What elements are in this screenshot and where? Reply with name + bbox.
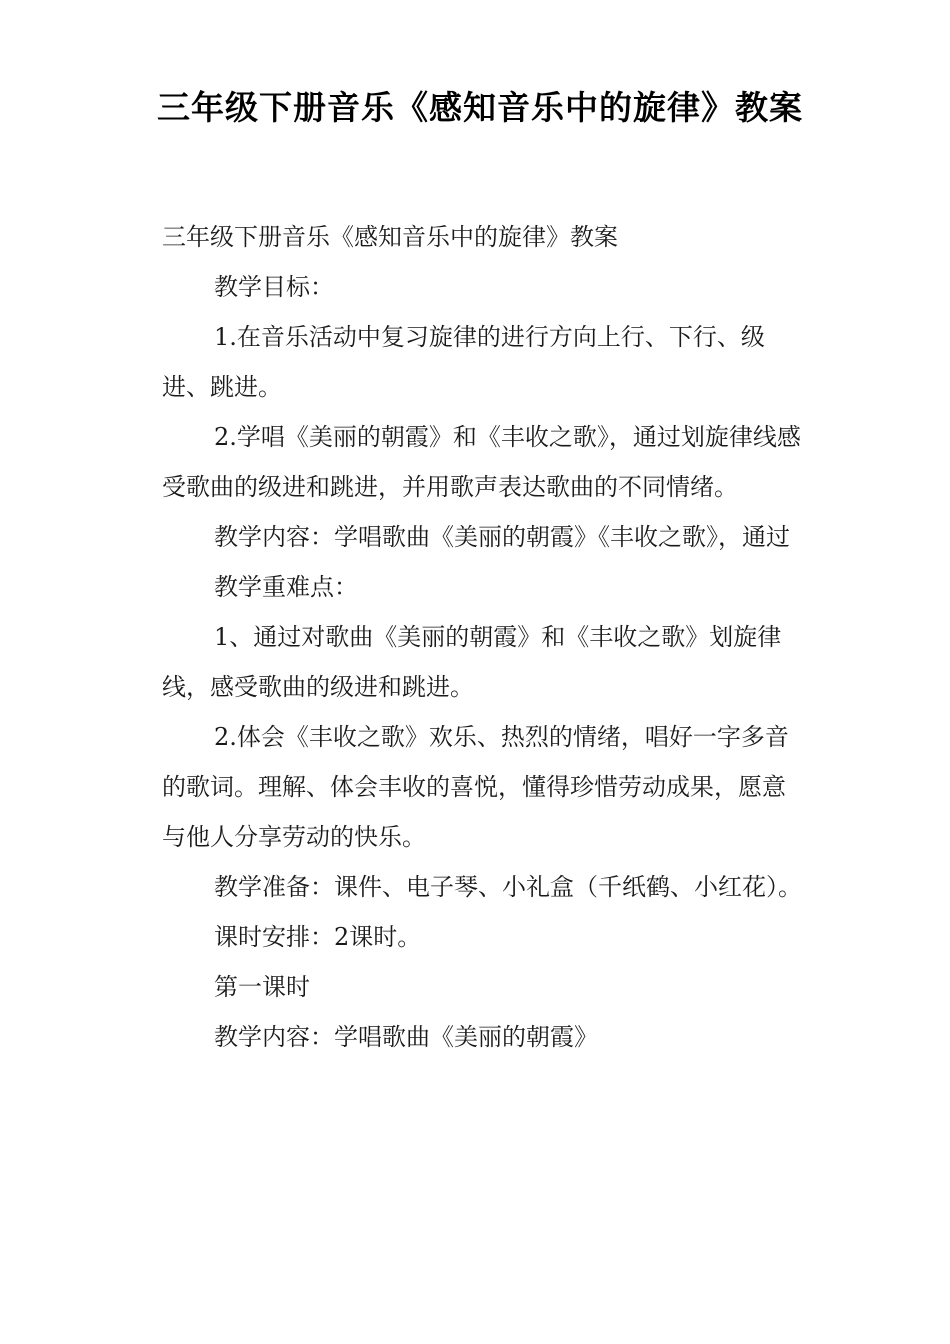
paragraph-key-point-1: 1、通过对歌曲《美丽的朝霞》和《丰收之歌》划旋律线，感受歌曲的级进和跳进。 — [162, 623, 782, 701]
paragraph-first-lesson: 第一课时 — [214, 973, 310, 1001]
paragraph-objective-1: 1.在音乐活动中复习旋律的进行方向上行、下行、级进、跳进。 — [162, 323, 765, 401]
paragraph-objectives-heading: 教学目标： — [214, 273, 334, 301]
paragraph-content: 教学内容：学唱歌曲《美丽的朝霞》《丰收之歌》，通过 — [214, 523, 790, 551]
paragraph-schedule: 课时安排：2课时。 — [214, 923, 422, 951]
paragraph-first-lesson-content: 教学内容：学唱歌曲《美丽的朝霞》 — [214, 1023, 598, 1051]
paragraph-preparation: 教学准备：课件、电子琴、小礼盒（千纸鹤、小红花）。 — [214, 873, 802, 901]
document-title: 三年级下册音乐《感知音乐中的旋律》教案 — [157, 88, 803, 127]
paragraph-key-point-2: 2.体会《丰收之歌》欢乐、热烈的情绪，唱好一字多音的歌词。理解、体会丰收的喜悦，懂得珍惜劳动成果，愿意与他人分享劳动的快乐。 — [162, 723, 789, 851]
paragraph-key-points-heading: 教学重难点： — [214, 573, 358, 601]
document-body — [162, 212, 802, 1062]
paragraph-objective-2: 2.学唱《美丽的朝霞》和《丰收之歌》，通过划旋律线感受歌曲的级进和跳进，并用歌声表达歌曲的不同情绪。 — [162, 423, 801, 501]
paragraph-subtitle: 三年级下册音乐《感知音乐中的旋律》教案 — [162, 223, 618, 251]
